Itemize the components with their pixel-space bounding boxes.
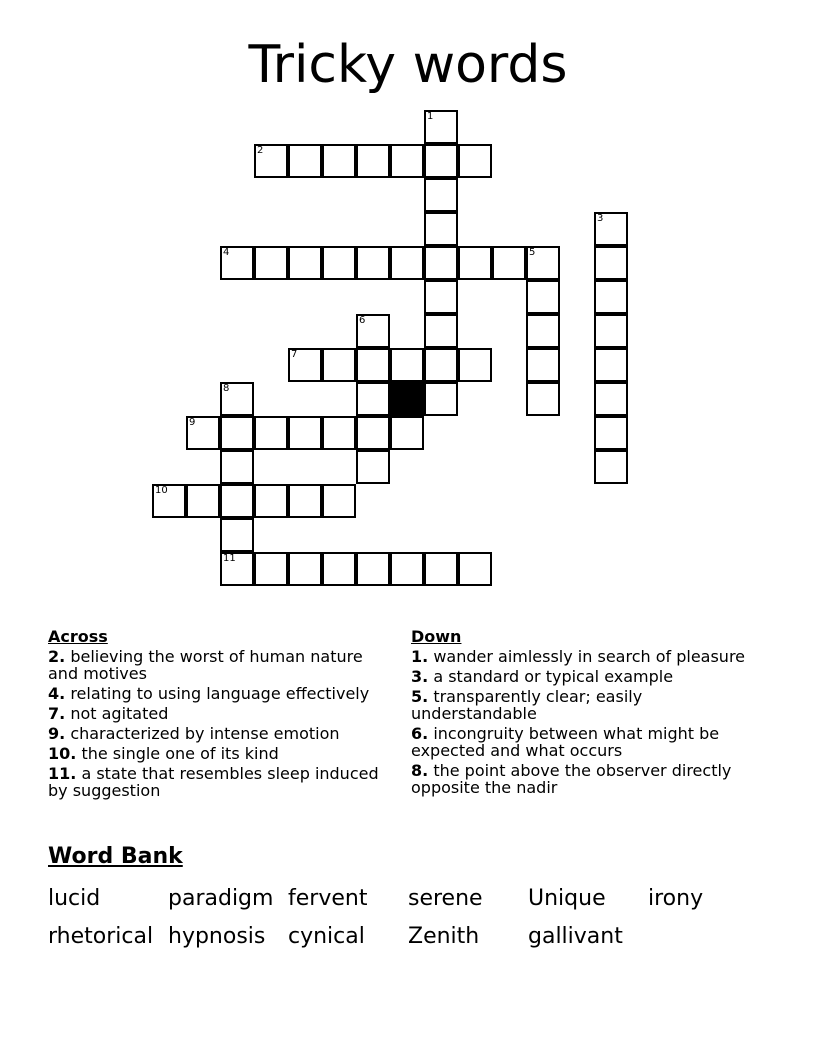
grid-cell[interactable] (220, 450, 254, 484)
clue-number: 2 (257, 145, 264, 156)
clue-number: 11 (223, 553, 236, 564)
down-clue (411, 762, 761, 796)
word-bank-word: Zenith (408, 924, 480, 949)
grid-cell[interactable] (458, 552, 492, 586)
clue-text: the point above the observer directly opposite the nadir (411, 761, 732, 797)
grid-cell[interactable] (390, 552, 424, 586)
clue-number-label: 4. (48, 684, 66, 703)
grid-cell[interactable] (254, 484, 288, 518)
down-clues (411, 627, 761, 799)
across-clues (48, 627, 388, 802)
grid-cell[interactable] (594, 416, 628, 450)
grid-cell[interactable] (220, 382, 254, 416)
grid-cell[interactable] (220, 484, 254, 518)
grid-cell[interactable] (424, 314, 458, 348)
grid-cell[interactable] (594, 212, 628, 246)
grid-cell[interactable] (594, 348, 628, 382)
page-title: Tricky words (248, 35, 568, 95)
grid-cell[interactable] (186, 416, 220, 450)
across-clue (48, 648, 388, 682)
grid-cell[interactable] (458, 246, 492, 280)
clue-number-label: 9. (48, 724, 66, 743)
grid-cell[interactable] (526, 246, 560, 280)
grid-cell[interactable] (526, 280, 560, 314)
clue-number-label: 2. (48, 647, 66, 666)
grid-cell[interactable] (322, 552, 356, 586)
grid-cell[interactable] (424, 212, 458, 246)
grid-cell[interactable] (390, 144, 424, 178)
grid-cell[interactable] (424, 382, 458, 416)
grid-cell[interactable] (254, 416, 288, 450)
grid-cell[interactable] (458, 348, 492, 382)
grid-cell[interactable] (390, 246, 424, 280)
word-bank-word: gallivant (528, 924, 623, 949)
grid-cell[interactable] (356, 382, 390, 416)
grid-cell[interactable] (356, 314, 390, 348)
grid-cell[interactable] (254, 552, 288, 586)
across-clue (48, 685, 388, 702)
across-clue-list (48, 648, 388, 799)
clue-text: the single one of its kind (81, 744, 279, 763)
grid-cell[interactable] (492, 246, 526, 280)
grid-cell[interactable] (424, 552, 458, 586)
clue-number: 4 (223, 247, 230, 258)
grid-cell[interactable] (322, 484, 356, 518)
grid-cell[interactable] (356, 552, 390, 586)
word-bank-word: paradigm (168, 886, 274, 911)
clue-number: 7 (291, 349, 298, 360)
grid-cell[interactable] (288, 348, 322, 382)
word-bank-word: fervent (288, 886, 368, 911)
grid-cell[interactable] (322, 144, 356, 178)
grid-cell[interactable] (152, 484, 186, 518)
clue-text: relating to using language effectively (70, 684, 370, 703)
clue-text: a standard or typical example (433, 667, 674, 686)
word-bank-word: Unique (528, 886, 606, 911)
grid-cell[interactable] (322, 348, 356, 382)
grid-cell[interactable] (594, 280, 628, 314)
clue-number-label: 11. (48, 764, 77, 783)
down-clue (411, 668, 761, 685)
grid-cell[interactable] (526, 314, 560, 348)
word-bank-word: serene (408, 886, 483, 911)
down-clue (411, 688, 761, 722)
clue-number-label: 10. (48, 744, 77, 763)
down-clue (411, 725, 761, 759)
grid-cell[interactable] (594, 382, 628, 416)
clue-number: 1 (427, 111, 434, 122)
grid-cell[interactable] (594, 450, 628, 484)
clue-number: 10 (155, 485, 168, 496)
clue-number: 8 (223, 383, 230, 394)
grid-cell[interactable] (356, 348, 390, 382)
grid-cell[interactable] (220, 552, 254, 586)
grid-black-square (390, 382, 424, 416)
word-bank-word: lucid (48, 886, 101, 911)
grid-cell[interactable] (220, 416, 254, 450)
grid-cell[interactable] (356, 450, 390, 484)
down-heading: Down (411, 627, 462, 646)
grid-cell[interactable] (594, 314, 628, 348)
across-clue (48, 765, 388, 799)
grid-cell[interactable] (424, 348, 458, 382)
grid-cell[interactable] (424, 178, 458, 212)
clue-number-label: 1. (411, 647, 429, 666)
word-bank-word: rhetorical (48, 924, 154, 949)
clue-number: 6 (359, 315, 366, 326)
grid-cell[interactable] (356, 416, 390, 450)
grid-cell[interactable] (186, 484, 220, 518)
word-bank-word: hypnosis (168, 924, 266, 949)
clue-number: 3 (597, 213, 604, 224)
clue-text: incongruity between what might be expected and what occurs (411, 724, 720, 760)
grid-cell[interactable] (220, 246, 254, 280)
grid-cell[interactable] (288, 484, 322, 518)
clue-text: wander aimlessly in search of pleasure (433, 647, 746, 666)
grid-cell[interactable] (322, 416, 356, 450)
grid-cell[interactable] (424, 110, 458, 144)
across-clue (48, 745, 388, 762)
grid-cell[interactable] (322, 246, 356, 280)
grid-cell[interactable] (390, 416, 424, 450)
across-clue (48, 705, 388, 722)
across-clue (48, 725, 388, 742)
grid-cell[interactable] (526, 348, 560, 382)
word-bank-word: irony (648, 886, 704, 911)
grid-cell[interactable] (458, 144, 492, 178)
clue-number-label: 3. (411, 667, 429, 686)
word-bank (48, 880, 768, 956)
down-clue-list (411, 648, 761, 796)
clue-number-label: 6. (411, 724, 429, 743)
grid-cell[interactable] (424, 246, 458, 280)
clue-text: transparently clear; easily understandable (411, 687, 643, 723)
grid-cell[interactable] (254, 246, 288, 280)
grid-cell[interactable] (424, 280, 458, 314)
grid-cell[interactable] (288, 246, 322, 280)
clue-text: not agitated (70, 704, 169, 723)
clue-number: 9 (189, 417, 196, 428)
clue-number-label: 8. (411, 761, 429, 780)
across-heading: Across (48, 627, 108, 646)
grid-cell[interactable] (424, 144, 458, 178)
word-bank-heading: Word Bank (48, 844, 183, 869)
grid-cell[interactable] (254, 144, 288, 178)
grid-cell[interactable] (288, 552, 322, 586)
grid-cell[interactable] (526, 382, 560, 416)
grid-cell[interactable] (356, 144, 390, 178)
clue-text: characterized by intense emotion (70, 724, 340, 743)
clue-text: a state that resembles sleep induced by suggestion (48, 764, 379, 800)
clue-number: 5 (529, 247, 536, 258)
grid-cell[interactable] (288, 416, 322, 450)
grid-cell[interactable] (594, 246, 628, 280)
down-clue (411, 648, 761, 665)
grid-cell[interactable] (220, 518, 254, 552)
clue-number-label: 7. (48, 704, 66, 723)
clue-number-label: 5. (411, 687, 429, 706)
grid-cell[interactable] (288, 144, 322, 178)
grid-cell[interactable] (356, 246, 390, 280)
word-bank-word: cynical (288, 924, 365, 949)
grid-cell[interactable] (390, 348, 424, 382)
clue-text: believing the worst of human nature and motives (48, 647, 363, 683)
